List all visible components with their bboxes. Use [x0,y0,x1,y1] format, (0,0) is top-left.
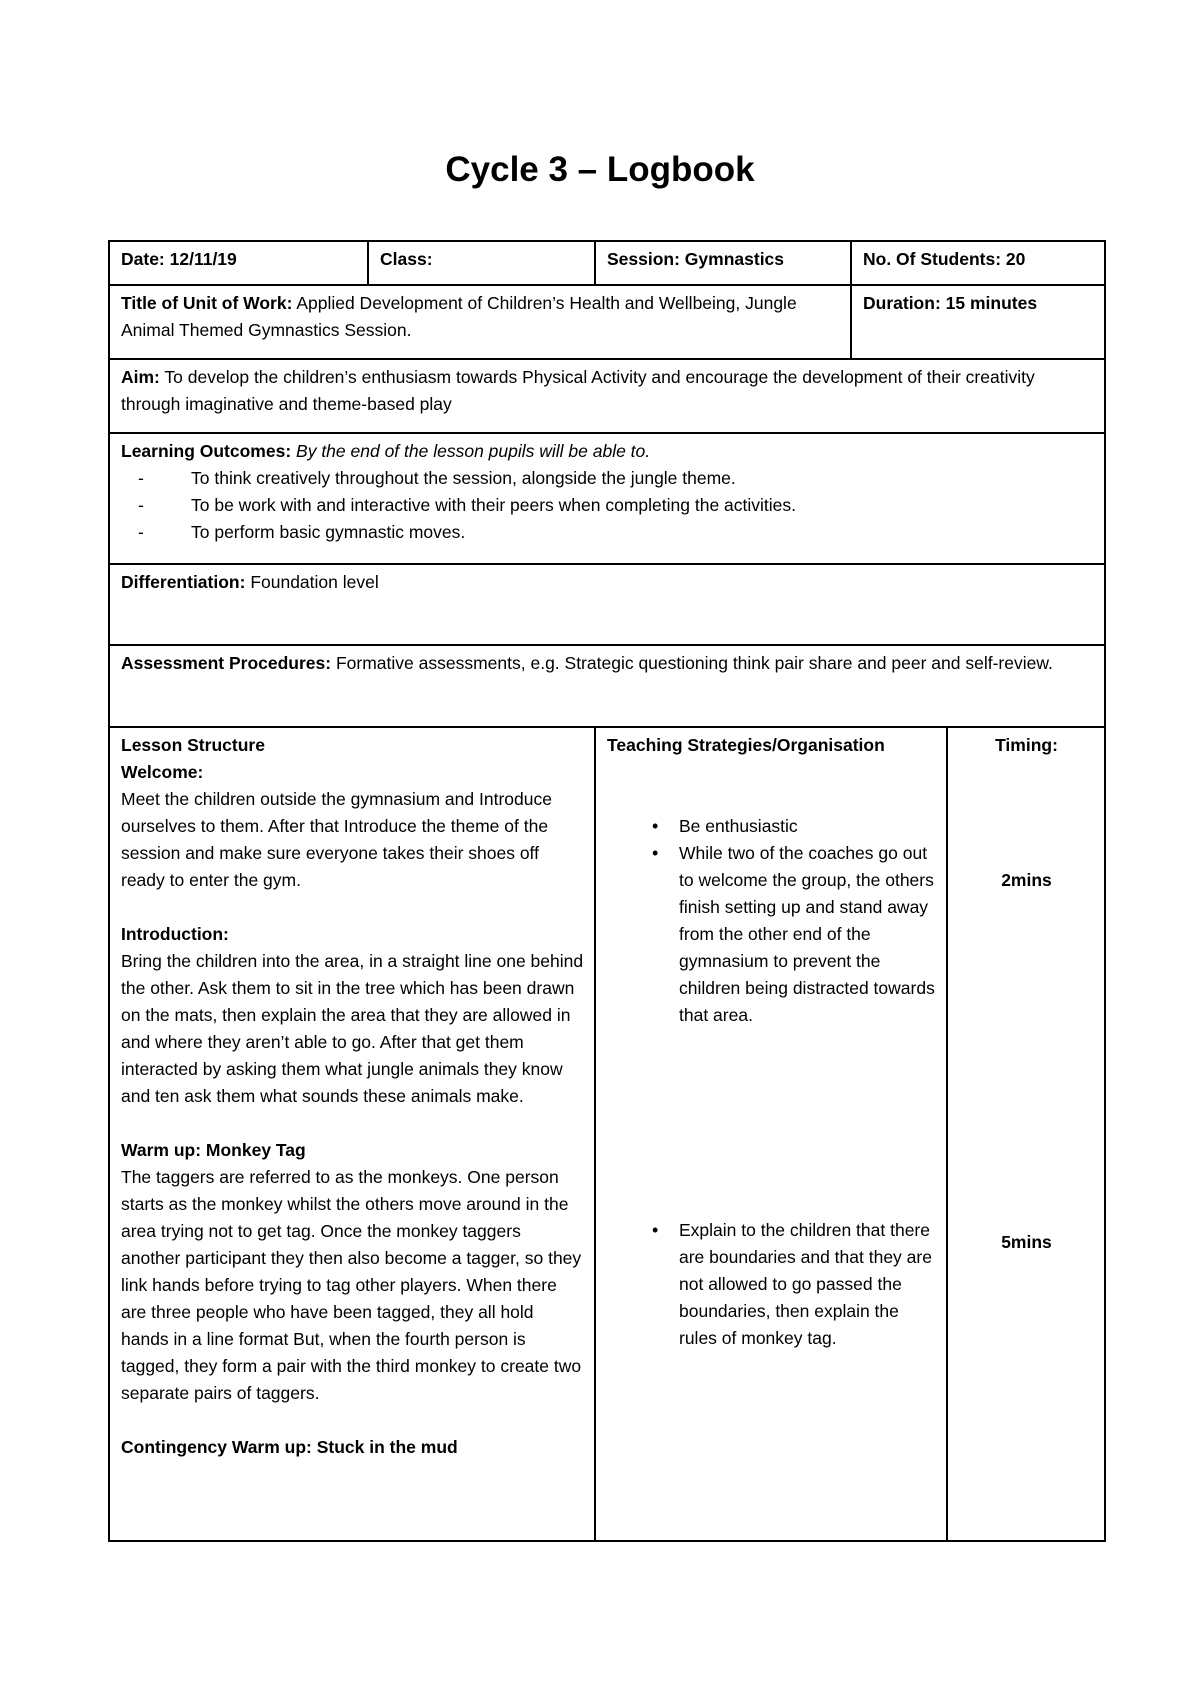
list-item: - To be work with and interactive with their peers when completing the activities. [121,492,1094,519]
timing-welcome: 2mins [1001,870,1052,890]
outcomes-cell [109,433,1105,564]
list-item: • While two of the coaches go out to welcome the group, the others finish setting up and stand away from the other end of the gymnasium to prevent the children being distracted towards that area. [607,840,936,1029]
differentiation-label: Differentiation: [121,572,246,592]
list-item: - To perform basic gymnastic moves. [121,519,1094,546]
logbook-table [108,240,1106,1542]
assessment-cell [109,645,1105,727]
outcomes-row [109,433,1105,564]
unit-row [109,285,1105,359]
welcome-heading: Welcome: [121,762,204,782]
introduction-text: Bring the children into the area, in a straight line one behind the other. Ask them to sit in the tree which has been drawn on the mats, then explain the area that they are allowed in and where they aren’t able to go. After that get them interacted by asking them what jungle animals they know and ten ask them what sounds these animals make. [121,951,584,1106]
students-cell [851,241,1105,285]
outcomes-label: Learning Outcomes: [121,441,292,461]
welcome-text: Meet the children outside the gymnasium and Introduce ourselves to them. After that Introduce the theme of the session and make sure everyone takes their shoes off ready to enter the gym. [121,789,552,890]
differentiation-row [109,564,1105,645]
unit-text: Applied Development of Children’s Health and Wellbeing, Jungle Animal Themed Gymnastics Session. [121,293,797,340]
lesson-structure-header: Lesson Structure [121,735,265,755]
assessment-row [109,645,1105,727]
date-label: Date: 12/11/19 [121,249,237,269]
aim-label: Aim: [121,367,160,387]
page-title: Cycle 3 – Logbook [445,150,755,189]
class-cell [368,241,595,285]
aim-text: To develop the children’s enthusiasm towards Physical Activity and encourage the development of their creativity through imaginative and theme-based play [121,367,1035,414]
students-label: No. Of Students: 20 [863,249,1026,269]
date-cell [109,241,368,285]
duration-cell [851,285,1105,359]
differentiation-text: Foundation level [245,572,379,592]
lesson-structure-cell [109,727,595,1541]
unit-cell [109,285,851,359]
outcomes-list [121,465,1094,546]
session-label: Session: Gymnastics [607,249,785,269]
list-item: - To think creatively throughout the session, alongside the jungle theme. [121,465,1094,492]
aim-row [109,359,1105,433]
contingency-heading: Contingency Warm up: Stuck in the mud [121,1437,458,1457]
strategies-list-2 [607,1217,936,1352]
timing-warmup: 5mins [1001,1232,1052,1252]
timing-header: Timing: [995,735,1058,755]
aim-cell [109,359,1105,433]
warmup-heading: Warm up: Monkey Tag [121,1140,306,1160]
class-label: Class: [380,249,433,269]
warmup-text: The taggers are referred to as the monkeys. One person starts as the monkey whilst the others move around in the area trying not to get tag. Once the monkey taggers another participant they then also become a tagger, so they link hands before trying to tag other players. When there are three people who have been tagged, they all hold hands in a line format But, when the fourth person is tagged, they form a pair with the third monkey to create two separate pairs of taggers. [121,1167,582,1403]
timing-cell [947,727,1105,1541]
teaching-strategies-cell [595,727,947,1541]
teaching-strategies-header: Teaching Strategies/Organisation [607,735,885,755]
strategies-list-1 [607,813,936,1029]
differentiation-cell [109,564,1105,645]
list-item: • Explain to the children that there are boundaries and that they are not allowed to go passed the boundaries, then explain the rules of monkey tag. [607,1217,936,1352]
assessment-label: Assessment Procedures: [121,653,332,673]
session-cell [595,241,851,285]
header-row [109,241,1105,285]
lesson-row [109,727,1105,1541]
assessment-text: Formative assessments, e.g. Strategic questioning think pair share and peer and self-review. [331,653,1053,673]
introduction-heading: Introduction: [121,924,229,944]
list-item: • Be enthusiastic [607,813,936,840]
unit-label: Title of Unit of Work: [121,293,293,313]
duration-label: Duration: 15 minutes [863,293,1038,313]
outcomes-intro: By the end of the lesson pupils will be able to. [291,441,651,461]
